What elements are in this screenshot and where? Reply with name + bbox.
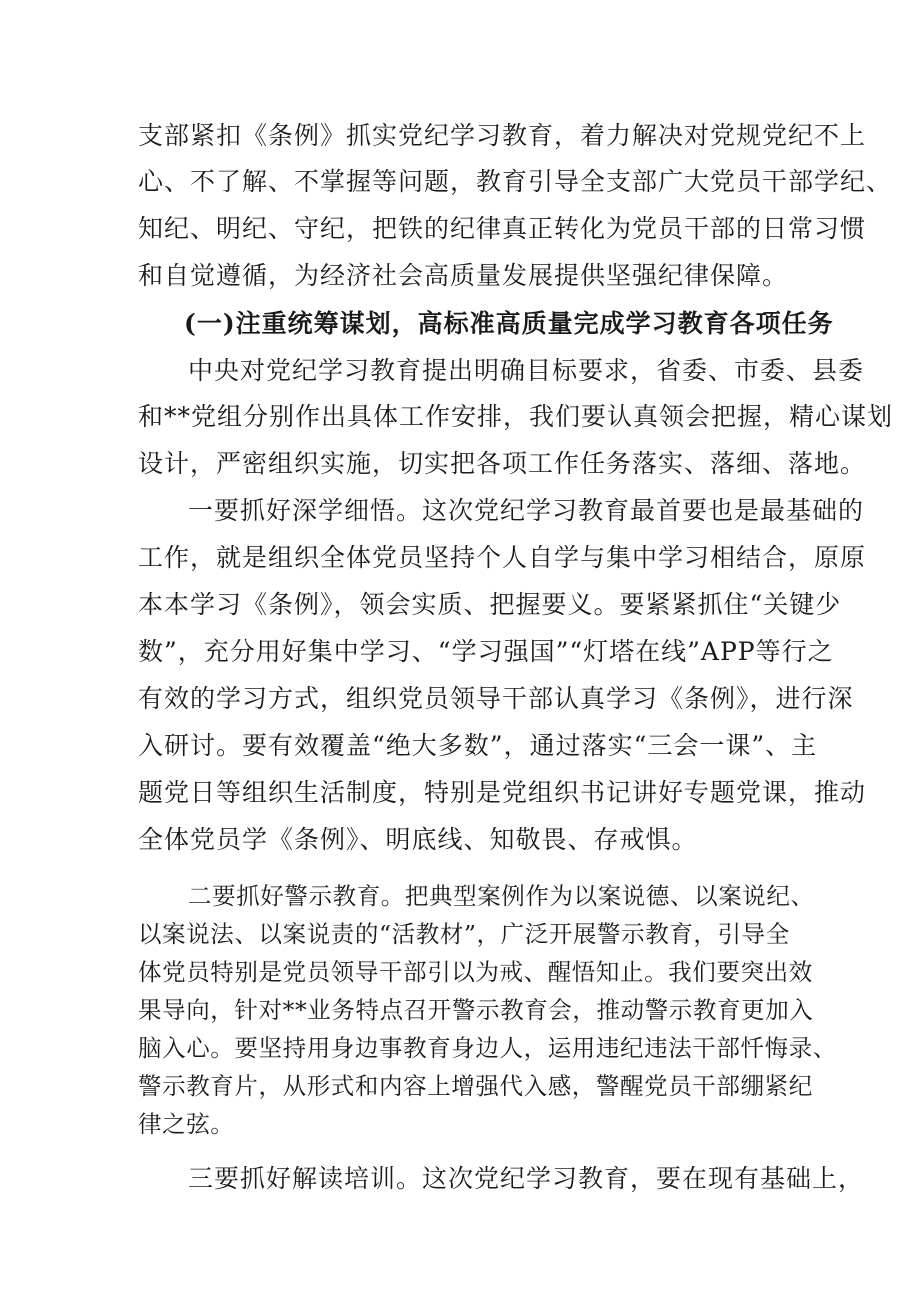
section-heading: (一)注重统筹谋划，高标准高质量完成学习教育各项任务 bbox=[184, 309, 834, 338]
para-one-line-7: 题党日等组织生活制度，特别是党组织书记讲好专题党课，推动 bbox=[138, 778, 867, 807]
para-two-line-7: 律之弦。 bbox=[138, 1110, 235, 1138]
para-three-line-1: 三要抓好解读培训。这次党纪学习教育，要在现有基础上， bbox=[188, 1164, 865, 1193]
para-one-line-4: 数”，充分用好集中学习、“学习强国”“灯塔在线”APP等行之 bbox=[138, 637, 834, 666]
para-two-line-6: 警示教育片，从形式和内容上增强代入感，警醒党员干部绷紧纪 bbox=[138, 1072, 813, 1100]
para-one-line-5: 有效的学习方式，组织党员领导干部认真学习《条例》，进行深 bbox=[138, 684, 854, 713]
para-two-line-2: 以案说法、以案说责的“活教材”，广泛开展警示教育，引导全 bbox=[138, 920, 790, 948]
para-central-line-3: 设计，严密组织实施，切实把各项工作任务落实、落细、落地。 bbox=[138, 449, 867, 478]
para-one-line-3: 本本学习《条例》，领会实质、把握要义。要紧紧抓住“关键少 bbox=[138, 590, 842, 619]
intro-line-4: 和自觉遵循，为经济社会高质量发展提供坚强纪律保障。 bbox=[138, 261, 789, 290]
para-central-line-1: 中央对党纪学习教育提出明确目标要求，省委、市委、县委 bbox=[188, 356, 865, 385]
para-two-line-5: 脑入心。要坚持用身边事教育身边人，运用违纪违法干部忏悔录、 bbox=[138, 1034, 837, 1062]
para-central-line-2: 和**党组分别作出具体工作安排，我们要认真领会把握，精心谋划 bbox=[138, 402, 894, 431]
para-one-line-1: 一要抓好深学细悟。这次党纪学习教育最首要也是最基础的 bbox=[188, 496, 865, 525]
intro-line-1: 支部紧扣《条例》抓实党纪学习教育，着力解决对党规党纪不上 bbox=[138, 121, 867, 150]
para-two-line-3: 体党员特别是党员领导干部引以为戒、醒悟知止。我们要突出效 bbox=[138, 958, 813, 986]
para-two-line-4: 果导向，针对**业务特点召开警示教育会，推动警示教育更加入 bbox=[138, 996, 814, 1024]
para-two-line-1: 二要抓好警示教育。把典型案例作为以案说德、以案说纪、 bbox=[188, 882, 815, 910]
intro-line-3: 知纪、明纪、守纪，把铁的纪律真正转化为党员干部的日常习惯 bbox=[138, 214, 867, 243]
para-one-line-8: 全体党员学《条例》、明底线、知敬畏、存戒惧。 bbox=[138, 825, 698, 854]
para-one-line-2: 工作，就是组织全体党员坚持个人自学与集中学习相结合，原原 bbox=[138, 543, 867, 572]
intro-line-2: 心、不了解、不掌握等问题，教育引导全支部广大党员干部学纪、 bbox=[138, 167, 893, 196]
para-one-line-6: 入研讨。要有效覆盖“绝大多数”，通过落实“三会一课”、主 bbox=[138, 731, 818, 760]
